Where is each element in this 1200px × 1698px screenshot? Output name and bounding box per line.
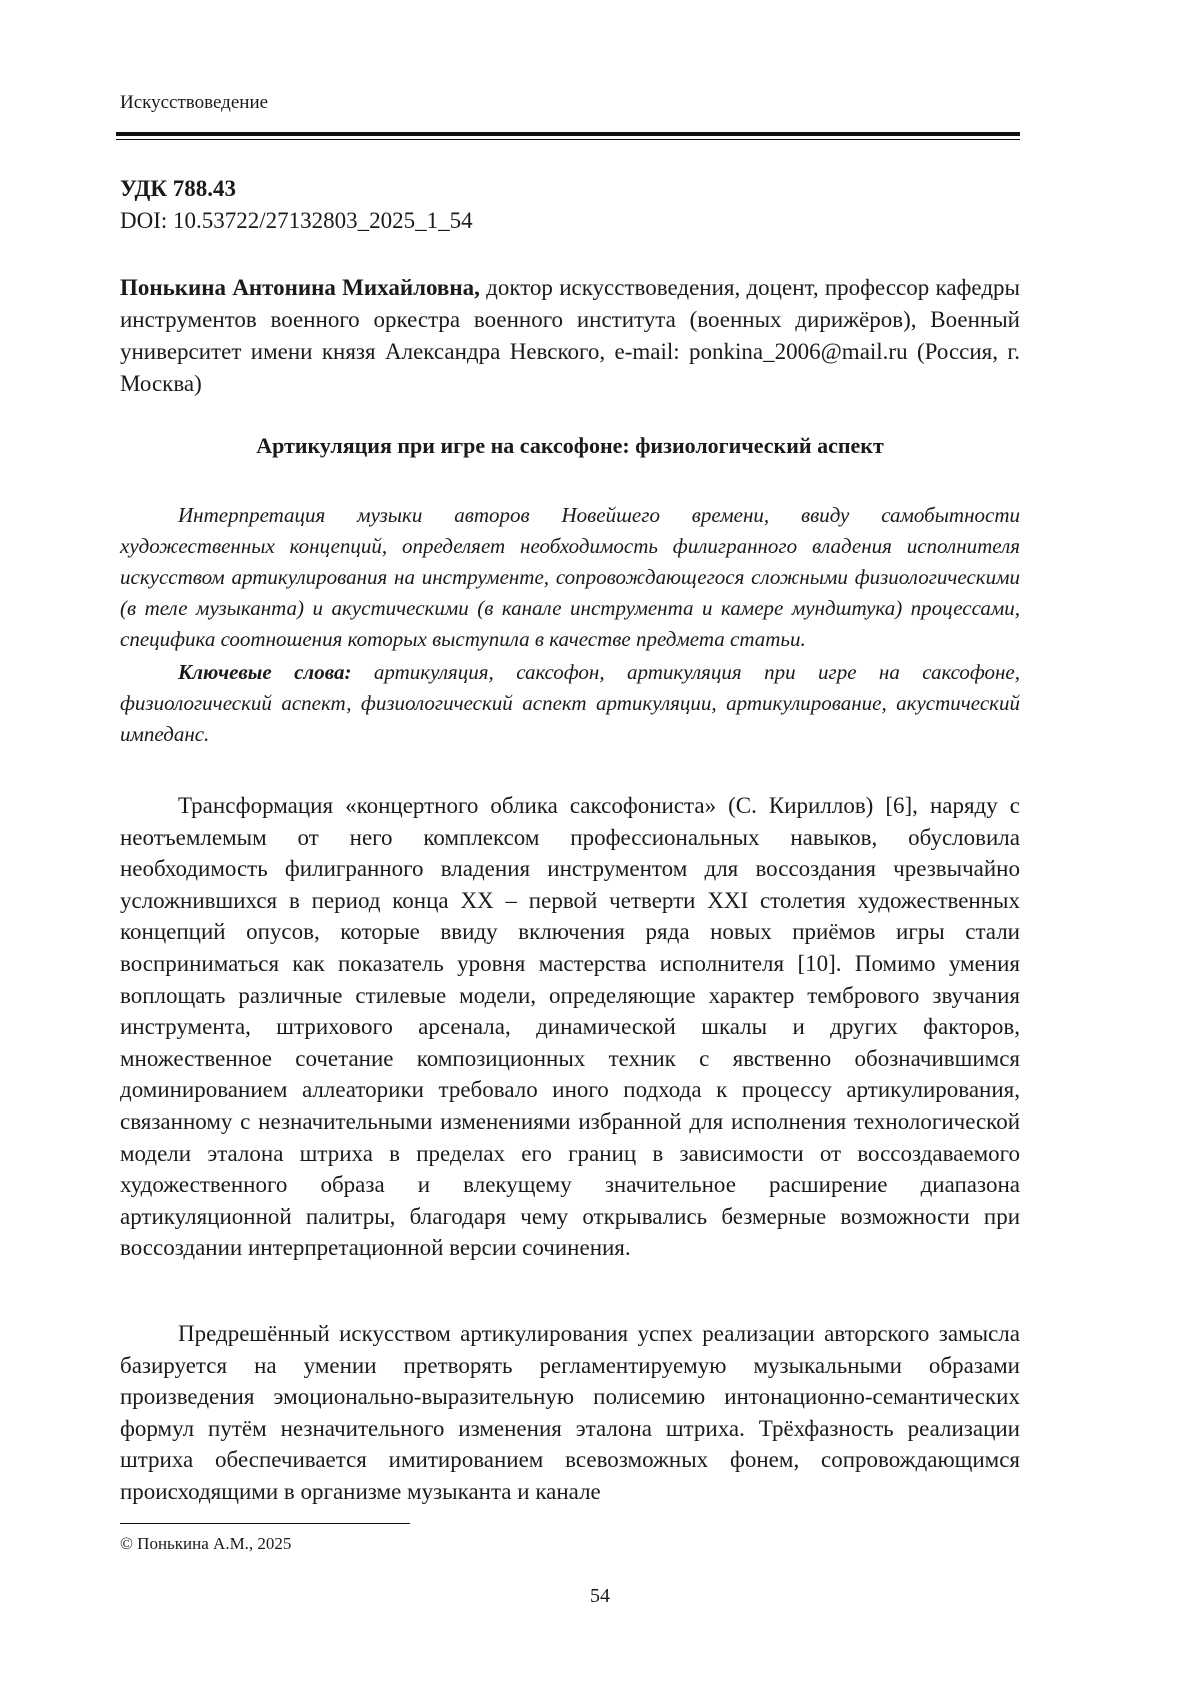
body-paragraph-2: Предрешённый искусством артикулирования успех реализации авторского замысла базируется на умении претворять регламентируемую музыкальными образами произведения эмоционально-выразительную полисемию интонационно-семантических формул путём незначительного изменения эталона штриха. Трёхфазность реализации штриха обеспечивается имитированием всевозможных фонем, сопровождающимся происходящими в организме музыканта и канале (120, 1321, 1020, 1504)
body-paragraph-1: Трансформация «концертного облика саксофониста» (С. Кириллов) [6], наряду с неотъемлемым от него комплексом профессиональных навыков, обусловила необходимость филигранного владения инструментом для воссоздания чрезвычайно усложнившихся в период конца XX – первой четверти XXI столетия художественных концепций опусов, которые ввиду включения ряда новых приёмов игры стали восприниматься как показатель уровня мастерства исполнителя [10]. Помимо умения воплощать различные стилевые модели, определяющие характер тембрового звучания инструмента, штрихового арсенала, динамической шкалы и других факторов, множественное сочетание композиционных техник с явственно обозначившимся доминированием аллеаторики требовало иного подхода к процессу артикулирования, связанному с незначительными изменениями избранной для исполнения технологической модели эталона штриха в пределах его границ в зависимости от воссоздаваемого художественного образа и влекущему значительное расширение диапазона артикуляционной палитры, благодаря чему открывались безмерные возможности при воссоздании интерпретационной версии сочинения. (120, 793, 1020, 1261)
author-details: доктор искусствоведения, доцент, профессор кафедры инструментов военного оркестра военного института (военных дирижёров), Военный университет имени князя Александра Невского, e-mail: ponkina_2006@mail.ru (Россия, г. Москва) (120, 275, 1020, 396)
header-rule-thick (116, 132, 1020, 136)
footnote-rule (120, 1523, 410, 1524)
keywords-text: артикуляция, саксофон, артикуляция при игре на саксофоне, физиологический аспект, физиологический аспект артикуляции, артикулирование, акустический импеданс. (120, 660, 1020, 746)
copyright-footnote: © Понькина А.М., 2025 (120, 1534, 292, 1553)
keywords-block (120, 657, 1020, 750)
header-rule-thin (116, 139, 1020, 140)
running-header: Искусствоведение (120, 92, 269, 113)
keywords-label: Ключевые слова: (178, 660, 352, 684)
page-number: 54 (590, 1585, 610, 1607)
author-block (120, 272, 1020, 400)
doi: DOI: 10.53722/27132803_2025_1_54 (120, 208, 473, 233)
article-title: Артикуляция при игре на саксофоне: физиологический аспект (256, 433, 884, 458)
author-name: Понькина Антонина Михайловна, (120, 275, 480, 300)
udc-code: УДК 788.43 (120, 176, 237, 201)
abstract: Интерпретация музыки авторов Новейшего времени, ввиду самобытности художественных концепций, определяет необходимость филигранного владения исполнителя искусством артикулирования на инструменте, сопровождающегося сложными физиологическими (в теле музыканта) и акустическими (в канале инструмента и камере мундштука) процессами, специфика соотношения которых выступила в качестве предмета статьи. (120, 503, 1020, 651)
